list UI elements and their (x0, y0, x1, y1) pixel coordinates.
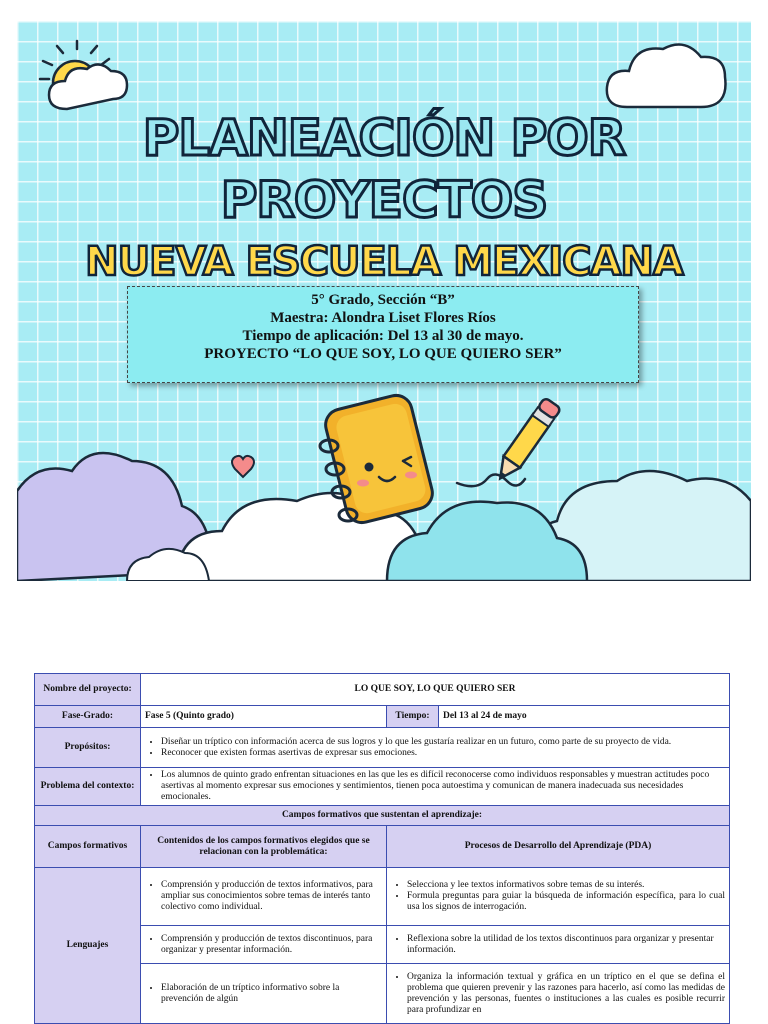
cover-title-line2: PROYECTOS (220, 171, 548, 229)
pda-cell (387, 868, 730, 926)
fields-heading: Campos formativos que sustentan el aprendizaje: (35, 806, 730, 826)
phase-value: Fase 5 (Quinto grado) (141, 706, 387, 728)
table-row (35, 728, 730, 768)
pda-cell (387, 926, 730, 964)
time-label: Tiempo: (387, 706, 439, 728)
pencil-scribble (457, 474, 525, 486)
col-contents-header: Contenidos de los campos formativos elegidos que se relacionan con la problemática: (141, 826, 387, 868)
col-pda-header: Procesos de Desarrollo del Aprendizaje (PDA) (387, 826, 730, 868)
content-item: • Comprensión y producción de textos discontinuos, para organizar y presentar información. (161, 934, 382, 956)
purposes-label: Propósitos: (35, 728, 141, 768)
planning-table (34, 673, 730, 1024)
cloud-top-right-icon (607, 45, 726, 108)
problem-cell (141, 768, 730, 806)
content-cell (141, 868, 387, 926)
pda-item: • Reflexiona sobre la utilidad de los textos discontinuos para organizar y presentar información. (407, 934, 725, 956)
heart-icon (232, 456, 254, 477)
table-row (35, 768, 730, 806)
table-row (35, 674, 730, 706)
pda-cell (387, 964, 730, 1024)
purpose-item: • Diseñar un tríptico con información acerca de sus logros y lo que les gustaría realizar en un futuro, como parte de su proyecto de vida. (161, 737, 725, 748)
problem-label: Problema del contexto: (35, 768, 141, 806)
project-name-label: Nombre del proyecto: (35, 674, 141, 706)
time-line: Tiempo de aplicación: Del 13 al 30 de mayo. (242, 328, 524, 344)
table-row (35, 826, 730, 868)
table-row (35, 806, 730, 826)
table-row (35, 868, 730, 926)
time-value: Del 13 al 24 de mayo (439, 706, 730, 728)
content-item: • Comprensión y producción de textos informativos, para ampliar sus conocimientos sobre temas de interés tanto colectivo como individual. (161, 880, 382, 913)
cover-subtitle: NUEVA ESCUELA MEXICANA (85, 239, 683, 285)
project-name-value: LO QUE SOY, LO QUE QUIERO SER (141, 674, 730, 706)
field-name: Lenguajes (35, 868, 141, 1024)
content-cell (141, 964, 387, 1024)
pda-item: • Selecciona y lee textos informativos sobre temas de su interés. (407, 880, 725, 891)
pda-item: • Organiza la información textual y gráfica en un tríptico en el que se defina el problema que quieren prevenir y las razones para hacerlo, así como las medidas de prevención y las personas, fuentes o instituciones a las cuales es posible recurrir para profundizar en (407, 972, 725, 1016)
grade-line: 5° Grado, Sección “B” (311, 292, 455, 308)
col-fields-header: Campos formativos (35, 826, 141, 868)
cloud-cyan-icon (387, 502, 587, 581)
cover-info-box (127, 286, 639, 383)
purposes-cell (141, 728, 730, 768)
purpose-item: • Reconocer que existen formas asertivas de expresar sus emociones. (161, 748, 725, 759)
problem-text: • Los alumnos de quinto grado enfrentan situaciones en las que les es difícil reconocerse como individuos responsables y muestran actitudes poco asertivas al momento expresar sus emociones y sentimientos, tienen poca autoestima y comunican de manera inadecuada sus necesidades emocionales. (161, 770, 725, 803)
teacher-line: Maestra: Alondra Liset Flores Ríos (270, 310, 496, 326)
content-item: • Elaboración de un tríptico informativo sobre la prevención de algún (161, 983, 382, 1005)
phase-label: Fase-Grado: (35, 706, 141, 728)
content-cell (141, 926, 387, 964)
cover-page (17, 21, 751, 581)
project-line: PROYECTO “LO QUE SOY, LO QUE QUIERO SER” (204, 346, 562, 362)
pda-item: • Formula preguntas para guiar la búsqueda de información específica, para lo cual usa los signos de interrogación. (407, 891, 725, 913)
pencil-icon (492, 397, 561, 484)
cover-title-line1: PLANEACIÓN POR (142, 109, 626, 167)
table-row (35, 706, 730, 728)
